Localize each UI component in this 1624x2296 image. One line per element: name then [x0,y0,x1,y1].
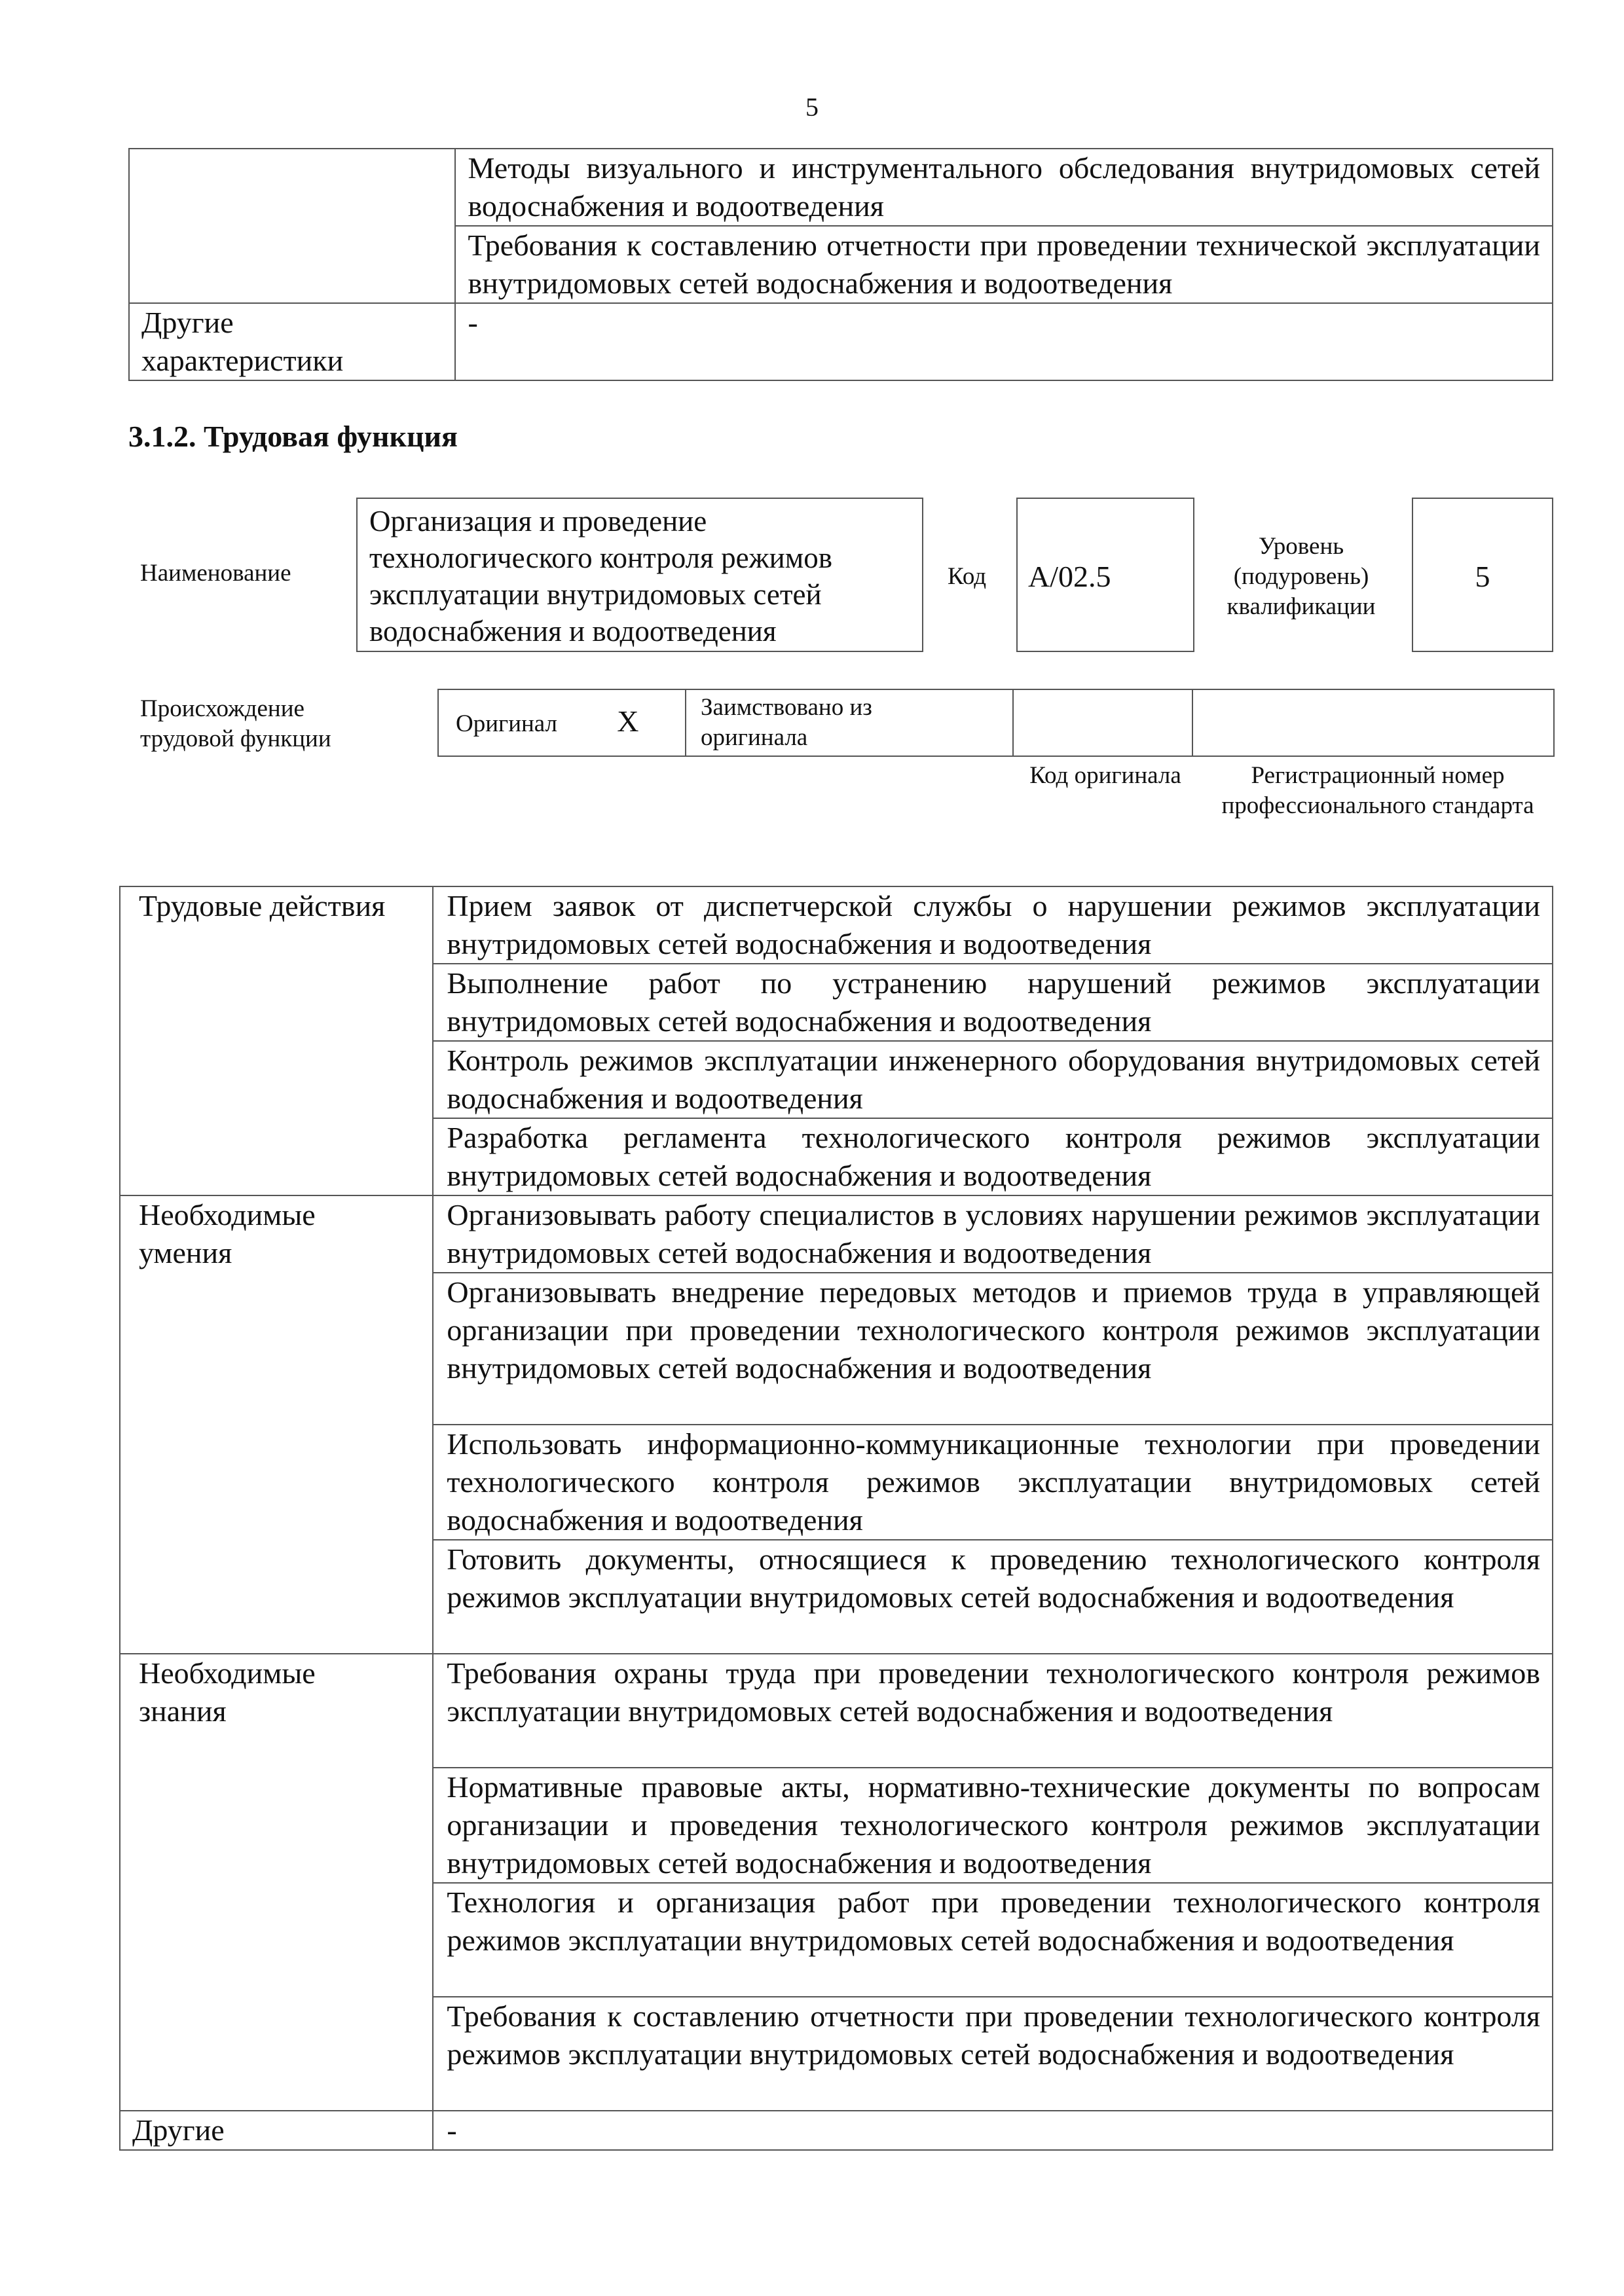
action-item: Выполнение работ по устранению нарушений режимов эксплуатации внутридомовых сетей водоснабжения и водоотведения [433,964,1553,1041]
page-number: 5 [805,92,819,122]
skills-label: Необходимые умения [139,1198,316,1269]
original-label: Оригинал [456,710,558,737]
registration-number-cell [1192,689,1554,756]
skill-item: Организовывать работу специалистов в условиях нарушении режимов эксплуатации внутридомовых сетей водоснабжения и водоотведения [433,1195,1553,1273]
original-code-caption: Код оригинала [1029,762,1181,789]
origin-table [437,689,1555,757]
other-characteristics-label-cell [129,303,455,380]
knowledge-item: Требования охраны труда при проведении технологического контроля режимов эксплуатации внутридомовых сетей водоснабжения и водоотведения [433,1654,1553,1768]
other-characteristics-value-cell [455,303,1553,380]
code-label: Код [948,563,987,590]
skill-item: Готовить документы, относящиеся к проведению технологического контроля режимов эксплуатации внутридомовых сетей водоснабжения и водоотведения [433,1540,1553,1654]
borrowed-label: Заимствовано из оригинала [701,694,872,751]
actions-label: Трудовые действия [139,889,386,922]
registration-number-caption: Регистрационный номер профессионального стандарта [1221,762,1534,819]
empty-label-cell [129,149,455,303]
action-item: Разработка регламента технологического контроля режимов эксплуатации внутридомовых сетей водоснабжения и водоотведения [433,1118,1553,1195]
level-value: 5 [1475,560,1490,593]
borrowed-cell [686,689,1013,756]
original-code-cell [1013,689,1192,756]
function-name-value: Организация и проведение технологического контроля режимов эксплуатации внутридомовых сетей водоснабжения и водоотведения [369,505,832,647]
other-value: - [433,2111,1553,2150]
skill-item: Организовывать внедрение передовых методов и приемов труда в управляющей организации при проведении технологического контроля режимов эксплуатации внутридомовых сетей водоснабжения и водоотведения [433,1273,1553,1425]
actions-label-cell [120,886,433,1195]
labor-function-table [119,886,1553,2151]
knowledge-item: Нормативные правовые акты, нормативно-технические документы по вопросам организации и проведения технологического контроля режимов эксплуатации внутридомовых сетей водоснабжения и водоотведения [433,1768,1553,1883]
code-value: A/02.5 [1028,560,1111,593]
knowledge-item: Технология и организация работ при проведении технологического контроля режимов эксплуатации внутридомовых сетей водоснабжения и водоотведения [433,1883,1553,1997]
name-label: Наименование [140,560,291,587]
top-characteristics-table [128,148,1553,381]
skills-label-cell [120,1195,433,1654]
function-name-box [356,498,923,652]
original-mark: X [617,704,639,738]
origin-label: Происхождение трудовой функции [140,695,331,752]
knowledge-item-cell [455,226,1553,303]
level-box [1412,498,1553,652]
level-label: Уровень (подуровень) квалификации [1227,533,1376,620]
knowledge-item-text: Требования к составлению отчетности при проведении технической эксплуатации внутридомовых сетей водоснабжения и водоотведения [468,228,1540,300]
knowledge-label-cell [120,1654,433,2111]
original-cell [438,689,686,756]
skill-item: Использовать информационно-коммуникационные технологии при проведении технологического контроля режимов эксплуатации внутридомовых сетей водоснабжения и водоотведения [433,1425,1553,1540]
section-heading: 3.1.2. Трудовая функция [128,420,458,453]
code-box [1016,498,1194,652]
other-characteristics-label: Другие характеристики [141,306,344,377]
knowledge-label: Необходимые знания [139,1656,316,1728]
action-item: Прием заявок от диспетчерской службы о нарушении режимов эксплуатации внутридомовых сетей водоснабжения и водоотведения [433,886,1553,964]
other-label: Другие [132,2113,225,2147]
action-item: Контроль режимов эксплуатации инженерного оборудования внутридомовых сетей водоснабжения и водоотведения [433,1041,1553,1118]
other-label-cell [120,2111,433,2150]
knowledge-item-cell [455,149,1553,226]
other-characteristics-value: - [468,306,478,339]
knowledge-item: Требования к составлению отчетности при проведении технологического контроля режимов эксплуатации внутридомовых сетей водоснабжения и водоотведения [433,1997,1553,2111]
knowledge-item-text: Методы визуального и инструментального обследования внутридомовых сетей водоснабжения и водоотведения [468,151,1540,223]
